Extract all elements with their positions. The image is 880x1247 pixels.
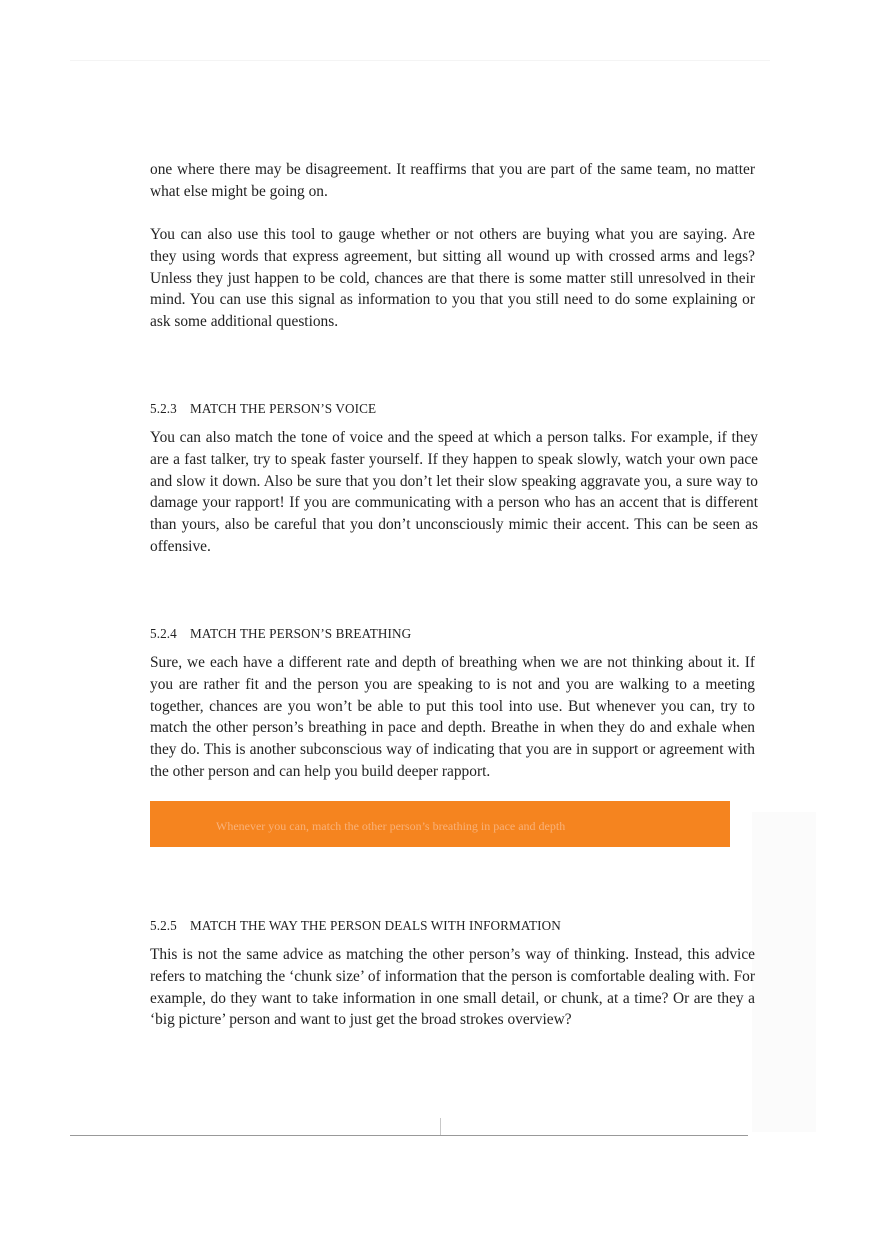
footer-divider-tick	[440, 1118, 441, 1135]
callout-box	[150, 801, 730, 847]
section-heading-5-2-4	[150, 626, 411, 642]
paragraph-breathing: Sure, we each have a different rate and depth of breathing when we are not thinking about it. If you are rather fit and the person you are speaking to is not and you are walking to a meeting together, chances are you won’t be able to put this tool into use. But whenever you can, try to match the other person’s breathing in pace and depth. Breathe in when they do and exhale when they do. This is another subconscious way of indicating that you are in support or agreement with the other person and can help you build deeper rapport.	[150, 654, 755, 780]
section-title: MATCH THE PERSON’S VOICE	[190, 401, 377, 416]
footer-rule	[70, 1135, 748, 1136]
section-title: MATCH THE WAY THE PERSON DEALS WITH INFORMATION	[190, 918, 561, 933]
margin-shade	[752, 812, 816, 1132]
paragraph-information: This is not the same advice as matching the other person’s way of thinking. Instead, this advice refers to matching the ‘chunk size’ of information that the person is comfortable dealing with. For example, do they want to take information in one small detail, or chunk, at a time? Or are they a ‘big picture’ person and want to just get the broad strokes overview?	[150, 946, 755, 1029]
callout-text: Whenever you can, match the other person’s breathing in pace and depth	[216, 819, 566, 833]
section-number: 5.2.3	[150, 401, 177, 416]
section-number: 5.2.5	[150, 918, 177, 933]
section-heading-5-2-3	[150, 401, 376, 417]
section-number: 5.2.4	[150, 626, 177, 641]
paragraph-voice: You can also match the tone of voice and the speed at which a person talks. For example, if they are a fast talker, try to speak faster yourself. If they happen to speak slowly, watch your own pace and slow it down. Also be sure that you don’t let their slow speaking aggravate you, a sure way to damage your rapport! If you are communicating with a person who has an accent that is different than yours, also be careful that you don’t unconsciously mimic their accent. This can be seen as offensive.	[150, 429, 758, 555]
paragraph-gauge-agreement: You can also use this tool to gauge whether or not others are buying what you are saying. Are they using words that express agreement, but sitting all wound up with crossed arms and legs? Unless they just happen to be cold, chances are that there is some matter still unresolved in their mind. You can use this signal as information to you that you still need to do some explaining or ask some additional questions.	[150, 226, 755, 331]
section-title: MATCH THE PERSON’S BREATHING	[190, 626, 412, 641]
section-heading-5-2-5	[150, 918, 561, 934]
paragraph-continuation: one where there may be disagreement. It reaffirms that you are part of the same team, no matter what else might be going on.	[150, 161, 755, 200]
header-rule	[70, 60, 770, 61]
